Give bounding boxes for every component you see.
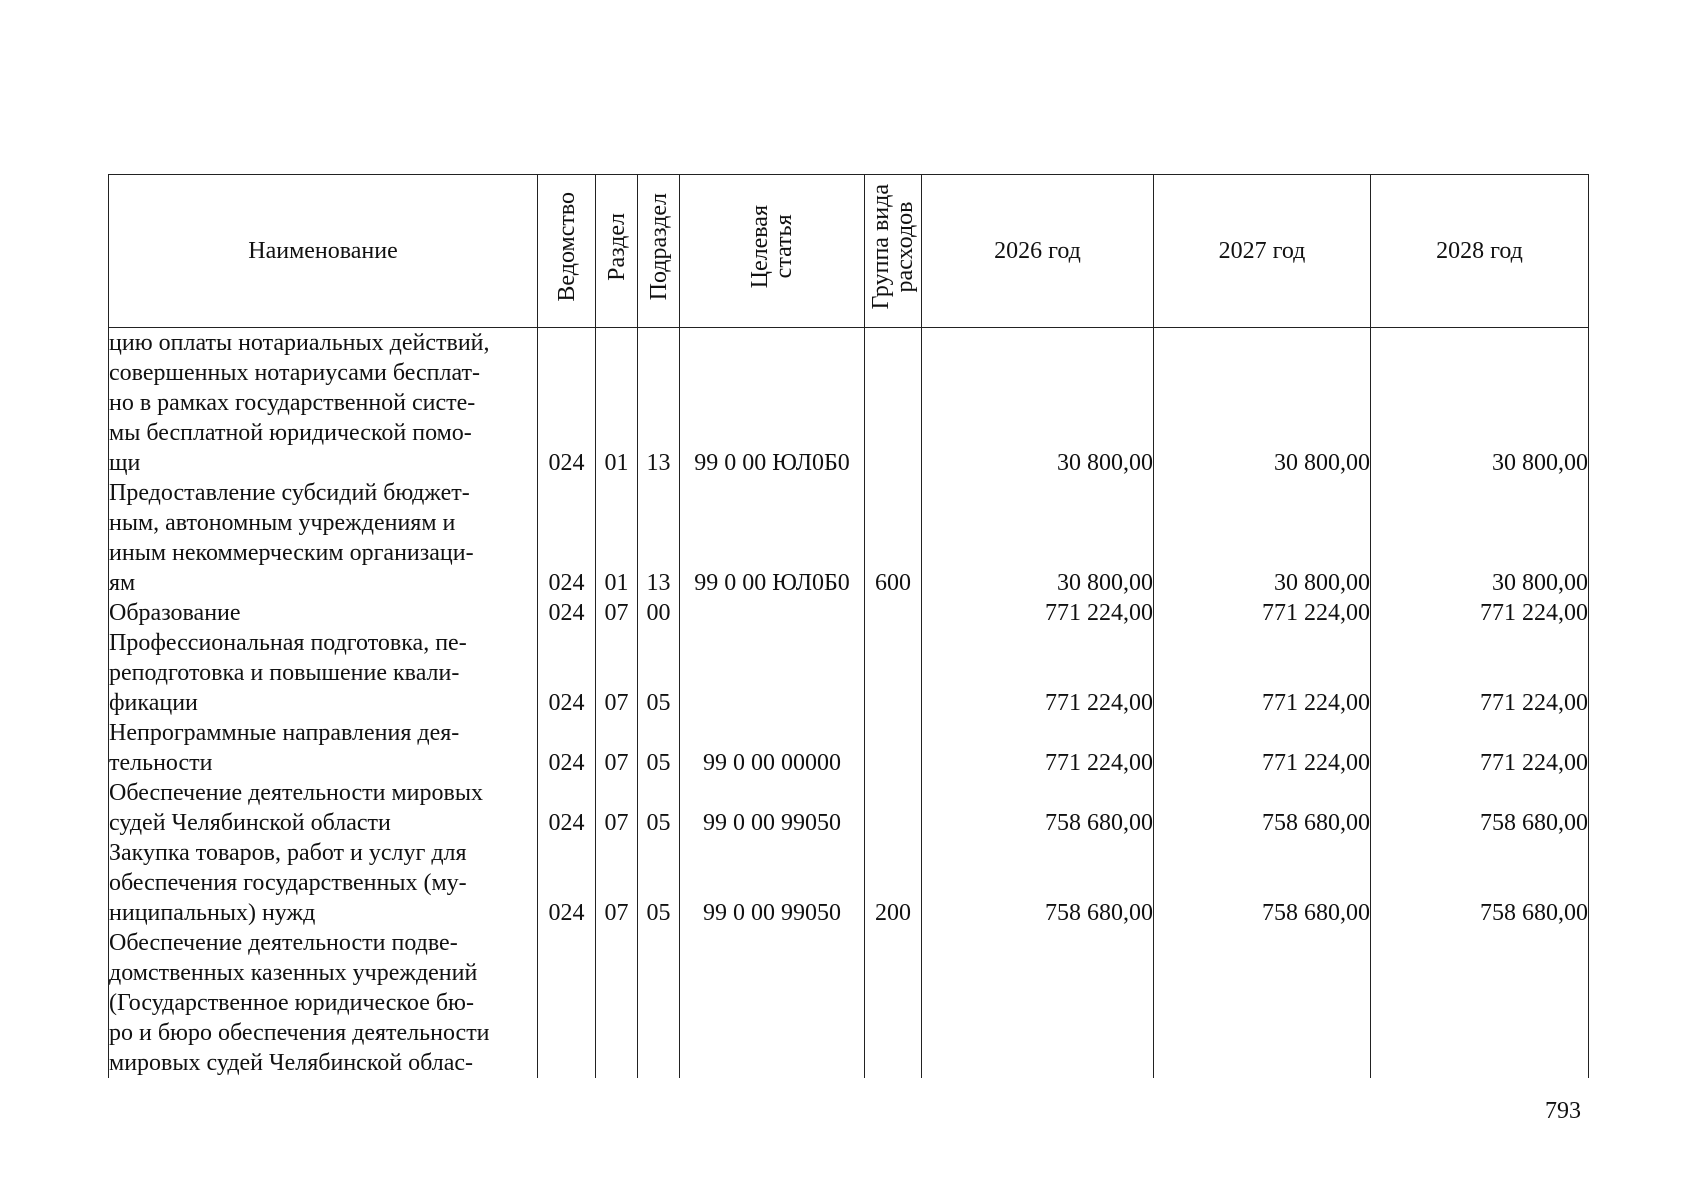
- row-name-line: Образование: [109, 600, 241, 626]
- row-razdel: 07: [596, 718, 638, 778]
- row-podrazdel: 05: [638, 718, 680, 778]
- row-name: [109, 628, 538, 718]
- row-podrazdel: 00: [638, 598, 680, 628]
- row-value-2027: 771 224,00: [1154, 718, 1371, 778]
- row-expense-group: 600: [865, 478, 922, 598]
- row-podrazdel: 05: [638, 838, 680, 928]
- row-vedomstvo: 024: [538, 838, 596, 928]
- row-expense-group: [865, 628, 922, 718]
- row-name-line: Профессиональная подготовка, пе-: [109, 630, 467, 656]
- row-name-line: (Государственное юридическое бю-: [109, 990, 474, 1016]
- row-name-line: иным некоммерческим организаци-: [109, 540, 474, 566]
- row-expense-group: [865, 718, 922, 778]
- row-razdel: 01: [596, 478, 638, 598]
- row-vedomstvo: 024: [538, 718, 596, 778]
- row-value-2027: 30 800,00: [1154, 328, 1371, 479]
- header-group: Группа вида расходов: [865, 175, 922, 328]
- row-name-line: Закупка товаров, работ и услуг для: [109, 840, 467, 866]
- row-value-2026: 30 800,00: [922, 328, 1154, 479]
- row-name-line: Обеспечение деятельности подве-: [109, 930, 458, 956]
- row-value-2028: 758 680,00: [1371, 838, 1589, 928]
- row-name-line: ным, автономным учреждениям и: [109, 510, 456, 536]
- row-podrazdel: 05: [638, 628, 680, 718]
- table-row: [109, 928, 1589, 1078]
- table-row: [109, 598, 1589, 628]
- row-name: [109, 718, 538, 778]
- row-name: [109, 778, 538, 838]
- row-value-2028: 30 800,00: [1371, 478, 1589, 598]
- row-name-line: совершенных нотариусами бесплат-: [109, 360, 481, 386]
- row-name: [109, 928, 538, 1078]
- row-value-2026: 771 224,00: [922, 628, 1154, 718]
- row-value-2026: 758 680,00: [922, 778, 1154, 838]
- row-name-line: ро и бюро обеспечения деятельности: [109, 1020, 490, 1046]
- row-expense-group: 200: [865, 838, 922, 928]
- row-value-2028: 758 680,00: [1371, 778, 1589, 838]
- row-target-article: 99 0 00 99050: [680, 778, 865, 838]
- row-vedomstvo: 024: [538, 328, 596, 479]
- row-expense-group: [865, 928, 922, 1078]
- row-name: [109, 598, 538, 628]
- row-value-2026: 771 224,00: [922, 598, 1154, 628]
- row-value-2028: 30 800,00: [1371, 328, 1589, 479]
- row-expense-group: [865, 598, 922, 628]
- table-row: [109, 628, 1589, 718]
- header-vedomstvo: Ведомство: [538, 175, 596, 328]
- row-name-line: ям: [109, 570, 136, 596]
- row-value-2026: 771 224,00: [922, 718, 1154, 778]
- row-target-article: [680, 928, 865, 1078]
- row-value-2028: [1371, 928, 1589, 1078]
- row-razdel: 07: [596, 598, 638, 628]
- row-expense-group: [865, 778, 922, 838]
- row-value-2026: [922, 928, 1154, 1078]
- row-vedomstvo: 024: [538, 628, 596, 718]
- row-razdel: 07: [596, 628, 638, 718]
- row-value-2026: 758 680,00: [922, 838, 1154, 928]
- row-name: [109, 478, 538, 598]
- table-header-row: [109, 175, 1589, 328]
- row-vedomstvo: 024: [538, 478, 596, 598]
- row-name: [109, 838, 538, 928]
- row-name-line: цию оплаты нотариальных действий,: [109, 330, 490, 356]
- row-value-2027: 758 680,00: [1154, 778, 1371, 838]
- row-target-article: 99 0 00 00000: [680, 718, 865, 778]
- row-name-line: ниципальных) нужд: [109, 900, 316, 926]
- row-target-article: [680, 598, 865, 628]
- row-name-line: щи: [109, 450, 141, 476]
- row-value-2027: 771 224,00: [1154, 628, 1371, 718]
- row-target-article: 99 0 00 ЮЛ0Б0: [680, 328, 865, 479]
- header-razdel: Раздел: [596, 175, 638, 328]
- row-razdel: 01: [596, 328, 638, 479]
- row-expense-group: [865, 328, 922, 479]
- table-row: [109, 328, 1589, 479]
- row-value-2026: 30 800,00: [922, 478, 1154, 598]
- row-name-line: фикации: [109, 690, 198, 716]
- row-razdel: 07: [596, 838, 638, 928]
- row-value-2028: 771 224,00: [1371, 598, 1589, 628]
- row-name: [109, 328, 538, 479]
- row-name-line: Предоставление субсидий бюджет-: [109, 480, 470, 506]
- table-body: [109, 328, 1589, 1079]
- row-value-2028: 771 224,00: [1371, 628, 1589, 718]
- table-row: [109, 778, 1589, 838]
- header-name: Наименование: [109, 175, 538, 328]
- row-name-line: реподготовка и повышение квали-: [109, 660, 460, 686]
- row-name-line: тельности: [109, 750, 213, 776]
- row-target-article: [680, 628, 865, 718]
- row-target-article: 99 0 00 99050: [680, 838, 865, 928]
- row-podrazdel: 05: [638, 778, 680, 838]
- row-razdel: 07: [596, 778, 638, 838]
- budget-table: [108, 174, 1589, 1078]
- page-number: 793: [1545, 1098, 1581, 1124]
- row-name-line: Обеспечение деятельности мировых: [109, 780, 483, 806]
- row-value-2027: 758 680,00: [1154, 838, 1371, 928]
- table-row: [109, 478, 1589, 598]
- header-2028: 2028 год: [1371, 175, 1589, 328]
- row-name-line: обеспечения государственных (му-: [109, 870, 467, 896]
- header-2027: 2027 год: [1154, 175, 1371, 328]
- row-value-2027: 771 224,00: [1154, 598, 1371, 628]
- row-name-line: Непрограммные направления дея-: [109, 720, 460, 746]
- row-name-line: мы бесплатной юридической помо-: [109, 420, 472, 446]
- row-name-line: мировых судей Челябинской облас-: [109, 1050, 474, 1076]
- row-name-line: судей Челябинской области: [109, 810, 391, 836]
- row-name-line: но в рамках государственной систе-: [109, 390, 476, 416]
- row-podrazdel: [638, 928, 680, 1078]
- row-razdel: [596, 928, 638, 1078]
- row-vedomstvo: [538, 928, 596, 1078]
- header-2026: 2026 год: [922, 175, 1154, 328]
- header-target: Целевая статья: [680, 175, 865, 328]
- row-podrazdel: 13: [638, 328, 680, 479]
- row-vedomstvo: 024: [538, 598, 596, 628]
- row-value-2028: 771 224,00: [1371, 718, 1589, 778]
- header-podrazdel: Подраздел: [638, 175, 680, 328]
- row-podrazdel: 13: [638, 478, 680, 598]
- row-vedomstvo: 024: [538, 778, 596, 838]
- row-value-2027: 30 800,00: [1154, 478, 1371, 598]
- table-row: [109, 838, 1589, 928]
- table-row: [109, 718, 1589, 778]
- row-target-article: 99 0 00 ЮЛ0Б0: [680, 478, 865, 598]
- row-value-2027: [1154, 928, 1371, 1078]
- row-name-line: домственных казенных учреждений: [109, 960, 478, 986]
